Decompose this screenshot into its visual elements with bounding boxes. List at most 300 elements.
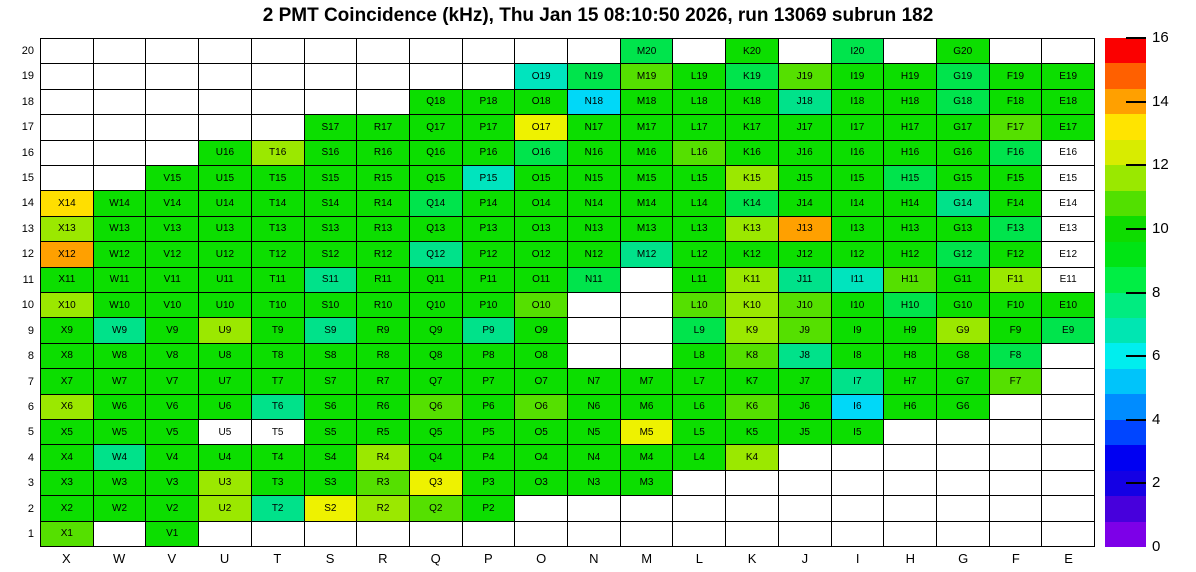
cell-M3: M3 <box>621 471 673 495</box>
cell-L4: L4 <box>673 445 725 469</box>
cell-F15: F15 <box>990 166 1042 190</box>
y-tick-2: 2 <box>27 502 34 515</box>
cell-U4: U4 <box>199 445 251 469</box>
cell-M15: M15 <box>621 166 673 190</box>
cell-empty <box>884 471 936 495</box>
cell-Q11: Q11 <box>410 268 462 292</box>
cell-O16: O16 <box>515 141 567 165</box>
y-tick-8: 8 <box>27 350 34 363</box>
cell-empty <box>832 522 884 546</box>
cell-Q5: Q5 <box>410 420 462 444</box>
cell-L19: L19 <box>673 64 725 88</box>
cell-empty <box>463 39 515 63</box>
cell-Q17: Q17 <box>410 115 462 139</box>
cell-F14: F14 <box>990 191 1042 215</box>
cell-P5: P5 <box>463 420 515 444</box>
cell-O6: O6 <box>515 395 567 419</box>
cell-L15: L15 <box>673 166 725 190</box>
cell-empty <box>726 496 778 520</box>
cell-empty <box>779 522 831 546</box>
cell-U10: U10 <box>199 293 251 317</box>
y-tick-15: 15 <box>21 171 34 184</box>
cell-K9: K9 <box>726 318 778 342</box>
cell-T5: T5 <box>252 420 304 444</box>
cell-empty <box>568 496 620 520</box>
cell-empty <box>621 522 673 546</box>
cell-L8: L8 <box>673 344 725 368</box>
cell-H19: H19 <box>884 64 936 88</box>
cell-R5: R5 <box>357 420 409 444</box>
cell-I12: I12 <box>832 242 884 266</box>
cell-N7: N7 <box>568 369 620 393</box>
cell-empty <box>1042 344 1094 368</box>
cell-empty <box>252 64 304 88</box>
cell-Q9: Q9 <box>410 318 462 342</box>
cell-N5: N5 <box>568 420 620 444</box>
y-tick-5: 5 <box>27 426 34 439</box>
cell-I9: I9 <box>832 318 884 342</box>
cell-X12: X12 <box>41 242 93 266</box>
cell-M5: M5 <box>621 420 673 444</box>
cell-empty <box>1042 445 1094 469</box>
cell-E12: E12 <box>1042 242 1094 266</box>
colorbar-tick-8 <box>1126 292 1146 294</box>
cell-F16: F16 <box>990 141 1042 165</box>
cell-empty <box>884 420 936 444</box>
cell-E18: E18 <box>1042 90 1094 114</box>
cell-K15: K15 <box>726 166 778 190</box>
cell-E19: E19 <box>1042 64 1094 88</box>
cell-X2: X2 <box>41 496 93 520</box>
cell-empty <box>41 166 93 190</box>
colorbar-tick-12 <box>1126 164 1146 166</box>
cell-W4: W4 <box>94 445 146 469</box>
cell-empty <box>41 115 93 139</box>
cell-empty <box>990 39 1042 63</box>
cell-empty <box>884 39 936 63</box>
cell-empty <box>357 90 409 114</box>
cell-empty <box>252 90 304 114</box>
cell-V5: V5 <box>146 420 198 444</box>
cell-empty <box>41 90 93 114</box>
cell-I8: I8 <box>832 344 884 368</box>
colorbar-label-4: 4 <box>1152 410 1161 428</box>
cell-L7: L7 <box>673 369 725 393</box>
cell-empty <box>568 522 620 546</box>
cell-R4: R4 <box>357 445 409 469</box>
cell-S16: S16 <box>305 141 357 165</box>
cell-N18: N18 <box>568 90 620 114</box>
cell-O8: O8 <box>515 344 567 368</box>
cell-V13: V13 <box>146 217 198 241</box>
cell-I15: I15 <box>832 166 884 190</box>
x-tick-U: U <box>219 551 230 566</box>
colorbar-tick-2 <box>1126 482 1146 484</box>
x-tick-H: H <box>905 551 916 566</box>
x-tick-E: E <box>1064 551 1073 566</box>
colorbar-band <box>1105 293 1146 318</box>
cell-U11: U11 <box>199 268 251 292</box>
colorbar-label-8: 8 <box>1152 283 1161 301</box>
cell-H6: H6 <box>884 395 936 419</box>
cell-empty <box>94 115 146 139</box>
cell-L13: L13 <box>673 217 725 241</box>
colorbar-tick-16 <box>1126 37 1146 39</box>
y-tick-4: 4 <box>27 451 34 464</box>
cell-K14: K14 <box>726 191 778 215</box>
cell-R3: R3 <box>357 471 409 495</box>
colorbar-band <box>1105 522 1146 547</box>
cell-N14: N14 <box>568 191 620 215</box>
cell-J18: J18 <box>779 90 831 114</box>
cell-E11: E11 <box>1042 268 1094 292</box>
y-tick-10: 10 <box>21 299 34 312</box>
cell-U15: U15 <box>199 166 251 190</box>
cell-empty <box>146 39 198 63</box>
cell-N13: N13 <box>568 217 620 241</box>
cell-N6: N6 <box>568 395 620 419</box>
cell-empty <box>515 39 567 63</box>
x-tick-G: G <box>958 551 969 566</box>
cell-P14: P14 <box>463 191 515 215</box>
cell-L6: L6 <box>673 395 725 419</box>
cell-T14: T14 <box>252 191 304 215</box>
cell-W6: W6 <box>94 395 146 419</box>
cell-X8: X8 <box>41 344 93 368</box>
cell-N3: N3 <box>568 471 620 495</box>
colorbar-band <box>1105 38 1146 63</box>
chart-title: 2 PMT Coincidence (kHz), Thu Jan 15 08:10:50 2026, run 13069 subrun 182 <box>262 5 934 26</box>
cell-S4: S4 <box>305 445 357 469</box>
cell-G10: G10 <box>937 293 989 317</box>
cell-S10: S10 <box>305 293 357 317</box>
cell-X6: X6 <box>41 395 93 419</box>
colorbar-label-14: 14 <box>1152 92 1169 110</box>
cell-X7: X7 <box>41 369 93 393</box>
cell-O17: O17 <box>515 115 567 139</box>
cell-T2: T2 <box>252 496 304 520</box>
cell-G12: G12 <box>937 242 989 266</box>
colorbar-band <box>1105 318 1146 343</box>
cell-empty <box>146 64 198 88</box>
cell-K17: K17 <box>726 115 778 139</box>
cell-P4: P4 <box>463 445 515 469</box>
colorbar-label-10: 10 <box>1152 219 1169 237</box>
cell-L5: L5 <box>673 420 725 444</box>
x-tick-N: N <box>589 551 599 566</box>
cell-empty <box>937 522 989 546</box>
cell-U12: U12 <box>199 242 251 266</box>
cell-empty <box>1042 420 1094 444</box>
cell-empty <box>673 522 725 546</box>
cell-X5: X5 <box>41 420 93 444</box>
cell-R2: R2 <box>357 496 409 520</box>
cell-V10: V10 <box>146 293 198 317</box>
cell-M20: M20 <box>621 39 673 63</box>
cell-F9: F9 <box>990 318 1042 342</box>
cell-empty <box>621 293 673 317</box>
cell-Q7: Q7 <box>410 369 462 393</box>
cell-empty <box>146 90 198 114</box>
cell-empty <box>94 141 146 165</box>
cell-S3: S3 <box>305 471 357 495</box>
y-tick-12: 12 <box>21 248 34 261</box>
cell-P16: P16 <box>463 141 515 165</box>
y-tick-19: 19 <box>21 70 34 83</box>
cell-empty <box>410 39 462 63</box>
cell-F13: F13 <box>990 217 1042 241</box>
cell-empty <box>305 64 357 88</box>
cell-X13: X13 <box>41 217 93 241</box>
cell-S15: S15 <box>305 166 357 190</box>
cell-S13: S13 <box>305 217 357 241</box>
cell-H11: H11 <box>884 268 936 292</box>
cell-T13: T13 <box>252 217 304 241</box>
cell-Q18: Q18 <box>410 90 462 114</box>
cell-empty <box>1042 369 1094 393</box>
cell-I16: I16 <box>832 141 884 165</box>
cell-J5: J5 <box>779 420 831 444</box>
cell-T10: T10 <box>252 293 304 317</box>
x-tick-O: O <box>536 551 547 566</box>
colorbar-label-16: 16 <box>1152 29 1169 46</box>
cell-W9: W9 <box>94 318 146 342</box>
cell-L14: L14 <box>673 191 725 215</box>
colorbar-band <box>1105 369 1146 394</box>
colorbar-label-2: 2 <box>1152 474 1161 492</box>
cell-P13: P13 <box>463 217 515 241</box>
cell-J10: J10 <box>779 293 831 317</box>
cell-R10: R10 <box>357 293 409 317</box>
cell-H14: H14 <box>884 191 936 215</box>
cell-Q4: Q4 <box>410 445 462 469</box>
cell-T6: T6 <box>252 395 304 419</box>
cell-H15: H15 <box>884 166 936 190</box>
cell-I18: I18 <box>832 90 884 114</box>
cell-L17: L17 <box>673 115 725 139</box>
cell-J15: J15 <box>779 166 831 190</box>
cell-empty <box>94 522 146 546</box>
cell-F10: F10 <box>990 293 1042 317</box>
cell-empty <box>726 522 778 546</box>
cell-T11: T11 <box>252 268 304 292</box>
cell-H18: H18 <box>884 90 936 114</box>
cell-U6: U6 <box>199 395 251 419</box>
cell-V14: V14 <box>146 191 198 215</box>
cell-J7: J7 <box>779 369 831 393</box>
cell-G15: G15 <box>937 166 989 190</box>
cell-K12: K12 <box>726 242 778 266</box>
cell-P8: P8 <box>463 344 515 368</box>
cell-H17: H17 <box>884 115 936 139</box>
cell-empty <box>357 39 409 63</box>
cell-empty <box>832 496 884 520</box>
cell-empty <box>937 445 989 469</box>
cell-empty <box>199 115 251 139</box>
cell-E9: E9 <box>1042 318 1094 342</box>
cell-O11: O11 <box>515 268 567 292</box>
cell-R11: R11 <box>357 268 409 292</box>
cell-V2: V2 <box>146 496 198 520</box>
cell-U2: U2 <box>199 496 251 520</box>
cell-empty <box>832 445 884 469</box>
cell-R15: R15 <box>357 166 409 190</box>
cell-G20: G20 <box>937 39 989 63</box>
x-tick-M: M <box>641 551 653 566</box>
y-tick-20: 20 <box>21 44 34 57</box>
cell-K4: K4 <box>726 445 778 469</box>
x-tick-L: L <box>695 551 703 566</box>
cell-P6: P6 <box>463 395 515 419</box>
cell-O5: O5 <box>515 420 567 444</box>
cell-V11: V11 <box>146 268 198 292</box>
cell-R7: R7 <box>357 369 409 393</box>
cell-K10: K10 <box>726 293 778 317</box>
cell-V9: V9 <box>146 318 198 342</box>
cell-empty <box>1042 496 1094 520</box>
cell-empty <box>199 90 251 114</box>
cell-S5: S5 <box>305 420 357 444</box>
colorbar-tick-10 <box>1126 228 1146 230</box>
colorbar-band <box>1105 267 1146 292</box>
cell-F7: F7 <box>990 369 1042 393</box>
cell-T9: T9 <box>252 318 304 342</box>
cell-J13: J13 <box>779 217 831 241</box>
cell-I20: I20 <box>832 39 884 63</box>
cell-Q12: Q12 <box>410 242 462 266</box>
cell-K11: K11 <box>726 268 778 292</box>
cell-empty <box>937 420 989 444</box>
cell-R8: R8 <box>357 344 409 368</box>
cell-E15: E15 <box>1042 166 1094 190</box>
cell-E16: E16 <box>1042 141 1094 165</box>
cell-V15: V15 <box>146 166 198 190</box>
cell-M12: M12 <box>621 242 673 266</box>
cell-N19: N19 <box>568 64 620 88</box>
cell-M17: M17 <box>621 115 673 139</box>
cell-E10: E10 <box>1042 293 1094 317</box>
cell-L12: L12 <box>673 242 725 266</box>
cell-F11: F11 <box>990 268 1042 292</box>
y-tick-6: 6 <box>27 401 34 414</box>
cell-Q14: Q14 <box>410 191 462 215</box>
cell-T7: T7 <box>252 369 304 393</box>
cell-U3: U3 <box>199 471 251 495</box>
cell-empty <box>1042 395 1094 419</box>
cell-O4: O4 <box>515 445 567 469</box>
cell-empty <box>199 522 251 546</box>
x-tick-Q: Q <box>430 551 441 566</box>
cell-empty <box>41 39 93 63</box>
cell-empty <box>252 39 304 63</box>
colorbar-band <box>1105 63 1146 88</box>
cell-V12: V12 <box>146 242 198 266</box>
cell-O9: O9 <box>515 318 567 342</box>
cell-E17: E17 <box>1042 115 1094 139</box>
y-tick-17: 17 <box>21 121 34 134</box>
cell-G13: G13 <box>937 217 989 241</box>
x-tick-V: V <box>167 551 177 566</box>
cell-empty <box>1042 522 1094 546</box>
cell-J9: J9 <box>779 318 831 342</box>
cell-W13: W13 <box>94 217 146 241</box>
cell-L10: L10 <box>673 293 725 317</box>
cell-W12: W12 <box>94 242 146 266</box>
cell-I6: I6 <box>832 395 884 419</box>
cell-U16: U16 <box>199 141 251 165</box>
cell-empty <box>146 115 198 139</box>
cell-R17: R17 <box>357 115 409 139</box>
colorbar-tick-4 <box>1126 419 1146 421</box>
cell-X4: X4 <box>41 445 93 469</box>
cell-N17: N17 <box>568 115 620 139</box>
cell-empty <box>779 496 831 520</box>
x-tick-X: X <box>62 551 71 566</box>
cell-U14: U14 <box>199 191 251 215</box>
cell-empty <box>568 344 620 368</box>
cell-M7: M7 <box>621 369 673 393</box>
cell-O15: O15 <box>515 166 567 190</box>
y-tick-9: 9 <box>27 324 34 337</box>
colorbar-label-6: 6 <box>1152 347 1161 365</box>
colorbar-tick-6 <box>1126 355 1146 357</box>
cell-M16: M16 <box>621 141 673 165</box>
cell-V4: V4 <box>146 445 198 469</box>
cell-W14: W14 <box>94 191 146 215</box>
cell-empty <box>515 496 567 520</box>
cell-empty <box>621 344 673 368</box>
cell-K18: K18 <box>726 90 778 114</box>
cell-empty <box>621 318 673 342</box>
cell-empty <box>673 496 725 520</box>
cell-W2: W2 <box>94 496 146 520</box>
cell-I7: I7 <box>832 369 884 393</box>
cell-U8: U8 <box>199 344 251 368</box>
cell-O10: O10 <box>515 293 567 317</box>
cell-Q3: Q3 <box>410 471 462 495</box>
cell-W10: W10 <box>94 293 146 317</box>
cell-P7: P7 <box>463 369 515 393</box>
cell-O7: O7 <box>515 369 567 393</box>
cell-L18: L18 <box>673 90 725 114</box>
cell-F19: F19 <box>990 64 1042 88</box>
cell-J6: J6 <box>779 395 831 419</box>
cell-empty <box>937 471 989 495</box>
cell-empty <box>673 39 725 63</box>
cell-empty <box>357 64 409 88</box>
cell-S12: S12 <box>305 242 357 266</box>
cell-empty <box>146 141 198 165</box>
x-tick-S: S <box>325 551 335 566</box>
cell-G14: G14 <box>937 191 989 215</box>
cell-empty <box>621 268 673 292</box>
cell-H12: H12 <box>884 242 936 266</box>
cell-M13: M13 <box>621 217 673 241</box>
cell-U7: U7 <box>199 369 251 393</box>
cell-W11: W11 <box>94 268 146 292</box>
cell-empty <box>937 496 989 520</box>
cell-I17: I17 <box>832 115 884 139</box>
cell-P3: P3 <box>463 471 515 495</box>
cell-H10: H10 <box>884 293 936 317</box>
cell-Q16: Q16 <box>410 141 462 165</box>
cell-P2: P2 <box>463 496 515 520</box>
cell-V7: V7 <box>146 369 198 393</box>
cell-H8: H8 <box>884 344 936 368</box>
cell-O12: O12 <box>515 242 567 266</box>
cell-V1: V1 <box>146 522 198 546</box>
colorbar-band <box>1105 165 1146 190</box>
